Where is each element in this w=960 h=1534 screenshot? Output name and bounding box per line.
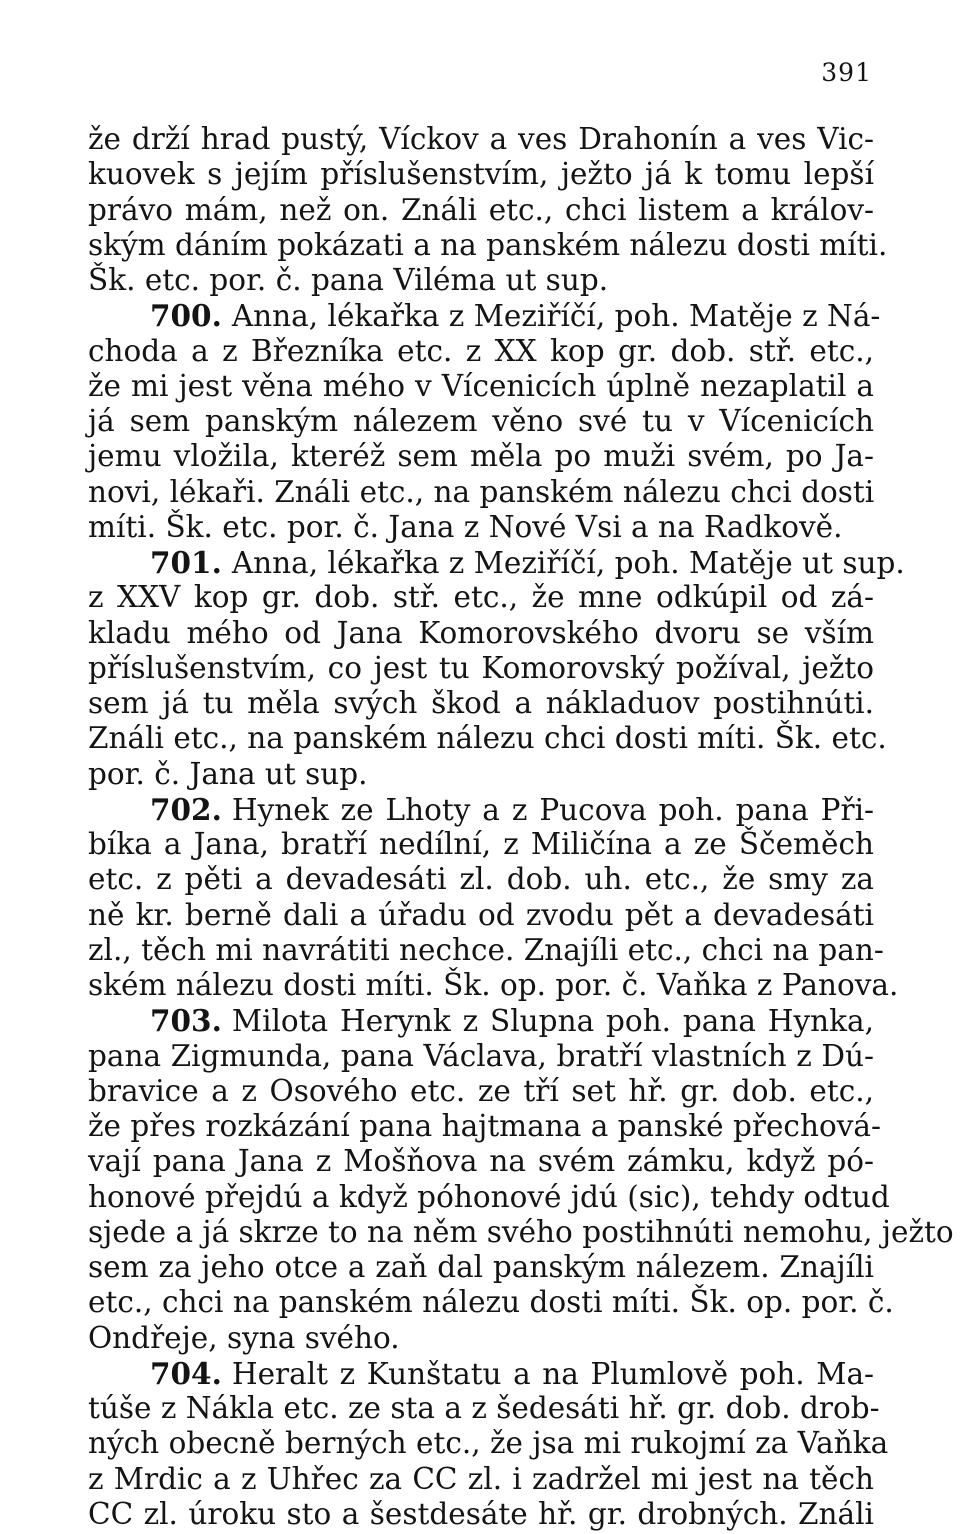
text-line bbox=[88, 898, 874, 933]
line-text: ském nálezu dosti míti. Šk. op. por. č. Vaňka z Panova. bbox=[88, 968, 899, 1002]
entry-first-line bbox=[88, 298, 881, 334]
text-line bbox=[88, 686, 874, 721]
text-line bbox=[88, 932, 884, 968]
text-line bbox=[88, 1214, 954, 1250]
line-text: sjede a já skrze to na něm svého postihnúti nemohu, ježto bbox=[88, 1214, 954, 1249]
line-text: bíka a Jana, bratří nedílní, z Miličína a ze Ščeměch bbox=[88, 827, 874, 861]
line-text: Milota Herynk z Slupna poh. pana Hynka, bbox=[231, 1004, 874, 1039]
text-line bbox=[88, 1426, 889, 1461]
line-text: míti. Šk. etc. por. č. Jana z Nové Vsi a na Radkově. bbox=[88, 509, 843, 544]
entry-first-line bbox=[88, 792, 874, 827]
text-line bbox=[88, 227, 888, 263]
line-text: etc. z pěti a devadesáti zl. dob. uh. etc., že smy za bbox=[88, 862, 874, 897]
line-text: novi, lékaři. Ználi etc., na panském nálezu chci dosti bbox=[88, 474, 875, 509]
entry-number: 700. bbox=[150, 298, 222, 334]
text-line bbox=[88, 1321, 874, 1356]
text-line bbox=[88, 263, 874, 298]
line-text: kuovek s jejím příslušenstvím, ježto já k tomu lepší bbox=[88, 157, 874, 192]
text-line bbox=[88, 1039, 874, 1074]
text-line bbox=[88, 616, 874, 651]
line-text: že mi jest věna mého v Vícenicích úplně nezaplatil a bbox=[88, 368, 874, 403]
line-text: že drží hrad pustý, Víckov a ves Drahonín a ves Vic- bbox=[88, 122, 874, 156]
entry-number: 703. bbox=[150, 1003, 222, 1039]
text-line bbox=[88, 1144, 874, 1179]
text-line bbox=[88, 334, 874, 369]
line-text: bravice a z Osového etc. ze tří set hř. gr. dob. etc., bbox=[88, 1073, 874, 1108]
line-text: CC zl. úroku sto a šestdesáte hř. gr. drobných. Ználi bbox=[88, 1496, 874, 1531]
text-line bbox=[88, 1285, 894, 1320]
line-text: túše z Nákla etc. ze sta a z šedesáti hř. gr. dob. drob- bbox=[88, 1391, 880, 1425]
text-line bbox=[88, 475, 874, 510]
line-text: choda a z Březníka etc. z XX kop gr. dob. stř. etc., bbox=[88, 333, 874, 368]
text-line bbox=[88, 1109, 881, 1144]
line-text: příslušenstvím, co jest tu Komorovský požíval, ježto bbox=[88, 650, 874, 685]
entry-first-line bbox=[88, 1356, 874, 1391]
line-text: pana Zigmunda, pana Václava, bratří vlastních z Dú- bbox=[88, 1038, 874, 1073]
text-line bbox=[88, 404, 874, 439]
line-text: etc., chci na panském nálezu dosti míti. Šk. op. por. č. bbox=[88, 1285, 894, 1320]
entry-number: 702. bbox=[150, 791, 222, 827]
line-text: sem za jeho otce a zaň dal panským nálezem. Znajíli bbox=[88, 1250, 874, 1284]
text-line bbox=[88, 580, 874, 615]
line-text: Ználi etc., na panském nálezu chci dosti míti. Šk. etc. bbox=[88, 721, 887, 756]
line-text: že přes rozkázání pana hajtmana a panské přechová- bbox=[88, 1109, 881, 1143]
text-line bbox=[88, 651, 874, 686]
text-line bbox=[88, 157, 874, 192]
text-line bbox=[88, 510, 874, 545]
line-text: Heralt z Kunštatu a na Plumlově poh. Ma- bbox=[231, 1356, 874, 1391]
line-text: Šk. etc. por. č. pana Viléma ut sup. bbox=[88, 263, 609, 297]
line-text: jemu vložila, kteréž sem měla po muži svém, po Ja- bbox=[88, 439, 874, 474]
line-text: z Mrdic a z Uhřec za CC zl. i zadržel mi jest na těch bbox=[88, 1461, 874, 1496]
entry-number: 704. bbox=[150, 1355, 222, 1391]
line-text: právo mám, než on. Ználi etc., chci listem a králov- bbox=[88, 192, 874, 227]
text-line bbox=[88, 1179, 890, 1215]
text-line bbox=[88, 721, 887, 756]
page-number: 391 bbox=[821, 58, 872, 87]
line-text: ským dáním pokázati a na panském nálezu dosti míti. bbox=[88, 227, 888, 262]
line-text: sem já tu měla svých škod a nákladuov postihnúti. bbox=[88, 686, 874, 720]
line-text: Ondřeje, syna svého. bbox=[88, 1320, 400, 1355]
line-text: por. č. Jana ut sup. bbox=[88, 756, 368, 791]
text-line bbox=[88, 1462, 874, 1497]
entry-number: 701. bbox=[150, 545, 222, 580]
line-text: ných obecně berných etc., že jsa mi rukojmí za Vaňka bbox=[88, 1426, 889, 1461]
text-line bbox=[88, 757, 874, 792]
line-text: Anna, lékařka z Meziříčí, poh. Matěje ut sup. bbox=[231, 546, 905, 580]
text-line bbox=[88, 1497, 874, 1532]
text-line bbox=[88, 1391, 880, 1426]
line-text: vají pana Jana z Mošňova na svém zámku, když pó- bbox=[88, 1144, 874, 1179]
text-line bbox=[88, 193, 874, 228]
line-text: kladu mého od Jana Komorovského dvoru se vším bbox=[88, 615, 874, 650]
line-text: zl., těch mi navrátiti nechce. Znajíli etc., chci na pan- bbox=[88, 932, 884, 967]
text-line bbox=[88, 827, 874, 862]
entry-first-line bbox=[88, 1003, 874, 1038]
line-text: honové přejdú a když póhonové jdú (sic), tehdy odtud bbox=[88, 1179, 890, 1214]
text-line bbox=[88, 1250, 874, 1285]
text-line bbox=[88, 862, 874, 897]
text-line bbox=[88, 439, 874, 474]
page-body bbox=[88, 122, 954, 1532]
text-line bbox=[88, 122, 874, 157]
line-text: Hynek ze Lhoty a z Pucova poh. pana Při- bbox=[231, 792, 874, 827]
line-text: z XXV kop gr. dob. stř. etc., že mne odkúpil od zá- bbox=[88, 580, 874, 615]
entry-first-line bbox=[88, 545, 905, 580]
text-line bbox=[88, 968, 899, 1003]
text-line bbox=[88, 369, 874, 404]
line-text: já sem panským nálezem věno své tu v Vícenicích bbox=[88, 404, 874, 438]
line-text: ně kr. berně dali a úřadu od zvodu pět a devadesáti bbox=[88, 897, 874, 932]
line-text: Anna, lékařka z Meziříčí, poh. Matěje z Ná- bbox=[231, 299, 881, 334]
text-line bbox=[88, 1074, 874, 1109]
